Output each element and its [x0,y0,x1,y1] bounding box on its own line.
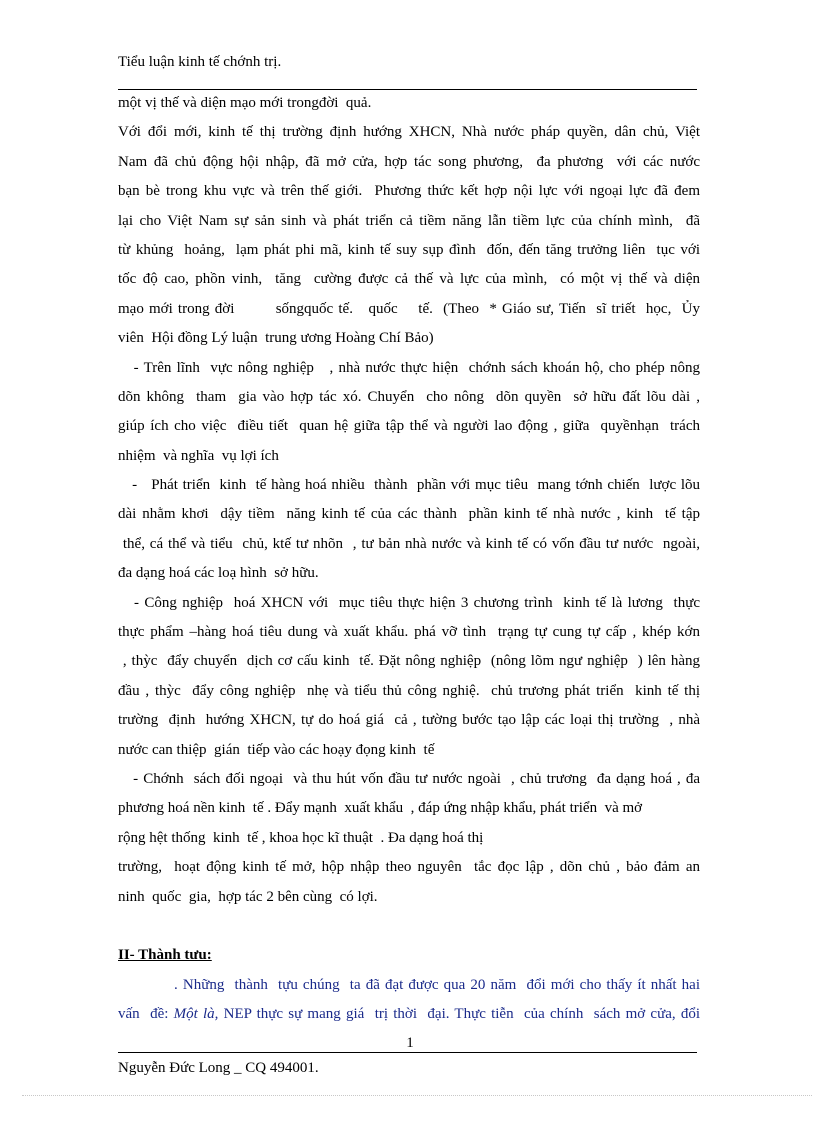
text-line: đầu , thỳc đẩy công nghiệp nhẹ và tiểu thủ công nghiệ. chủ trương phát triển kinh tế thị [118,682,700,699]
text-line: trường định hướng XHCN, tự do hoá giá cả , tường bước tạo lập các loại thị trường , nhà [118,712,700,729]
text-line: thực phẩm –hàng hoá tiêu dung và xuất khẩu. phá vỡ tình trạng tự cung tự cấp , khép kớn [118,624,700,641]
text-line: - Trên lĩnh vực nông nghiệp , nhà nước thực hiện chớnh sách khoán hộ, cho phép nông [118,359,700,376]
text-line: từ khủng hoảng, lạm phát phi mã, kinh tế suy sụp đình đốn, đến tăng trưởng liên tục với [118,241,700,258]
text-line-mixed [118,1000,700,1029]
text-line: ninh quốc gia, hợp tác 2 bên cùng có lợi. [118,888,378,905]
text-line: rộng hệt thống kinh tế , khoa học kĩ thuật . Đa dạng hoá thị [118,829,484,846]
text-line: lại cho Việt Nam sự sản sinh và phát triển cả tiềm năng lẫn tiềm lực của chính mình, đã [118,212,700,229]
text-line: giúp ích cho việc điều tiết quan hệ giữa tập thể và người lao động , giữa quyềnhạn trách [118,418,700,435]
text-line: , thỳc đẩy chuyển dịch cơ cấu kinh tế. Đặt nông nghiệp (nông lõm ngư nghiệp ) lên hàng [118,653,700,670]
text-span: NEP thực sự mang giá trị thời đại. Thực tiễn của chính sách mở cửa, đổi [218,1006,700,1023]
page-edge [22,1095,812,1096]
text-line: Nam đã chủ động hội nhập, đã mở cửa, hợp tác song phương, đa phương với các nước [118,153,700,170]
text-line: - Phát triển kinh tế hàng hoá nhiều thành phần với mục tiêu mang tớnh chiến lược lõu [118,477,700,494]
text-line: bạn bè trong khu vực và trên thế giới. Phương thức kết hợp nội lực với ngoại lực đã đem [118,183,700,200]
text-line: tốc độ cao, phồn vinh, tăng cường được cả thế và lực của mình, có một vị thế và diện [118,271,700,288]
body-text [118,89,700,1030]
text-line: trường, hoạt động kinh tế mở, hộp nhập theo nguyên tắc đọc lập , dõn chủ , bảo đảm an [118,859,700,876]
text-line: . Những thành tựu chúng ta đã đạt được qua 20 năm đổi mới cho thấy ít nhất hai [118,976,700,993]
text-line: thể, cá thể và tiểu chủ, ktế tư nhõn , tư bản nhà nước và kinh tế có vốn đầu tư nước ngoài, [118,535,700,552]
text-line: phương hoá nền kinh tế . Đẩy mạnh xuất khẩu , đáp ứng nhập khẩu, phát triển và mở [118,800,643,817]
text-line: - Chớnh sách đối ngoại và thu hút vốn đầu tư nước ngoài , chủ trương đa dạng hoá , đa [118,770,700,787]
text-line: mạo mới trong đời sốngquốc tế. quốc tế. (Theo * Giáo sư, Tiến sĩ triết học, Ủy [118,300,700,317]
footer-rule [118,1052,697,1053]
emphasis-span: Một là, [173,1006,219,1023]
page-number: 1 [406,1035,414,1051]
text-line: nhiệm và nghĩa vụ lợi ích [118,447,279,464]
paragraph-gap [118,912,700,941]
footer-author: Nguyễn Đức Long _ CQ 494001. [118,1060,319,1076]
text-span: vấn đề: [118,1006,174,1023]
text-line: viên Hội đồng Lý luận trung ương Hoàng Chí Bảo) [118,330,434,347]
text-line: Với đổi mới, kinh tế thị trường định hướng XHCN, Nhà nước pháp quyền, dân chủ, Việt [118,124,700,141]
text-line: dõn không tham gia vào hợp tác xó. Chuyển cho nông dõn quyền sở hữu đất lõu dài , [118,388,700,405]
section-heading: II- Thành tưu: [118,947,212,964]
text-line: dài nhằm khơi dậy tiềm năng kinh tế của các thành phần kinh tế nhà nước , kinh tế tập [118,506,700,523]
header-title: Tiểu luận kinh tế chớnh trị. [118,54,282,70]
text-line: một vị thế và diện mạo mới trongđời quả. [118,95,372,111]
text-line: nước can thiệp gián tiếp vào các hoạy đọng kinh tế [118,741,435,758]
text-line: - Công nghiệp hoá XHCN với mục tiêu thực hiện 3 chương trình kinh tế là lương thực [118,594,700,611]
text-line: đa dạng hoá các loạ hình sở hữu. [118,565,319,582]
